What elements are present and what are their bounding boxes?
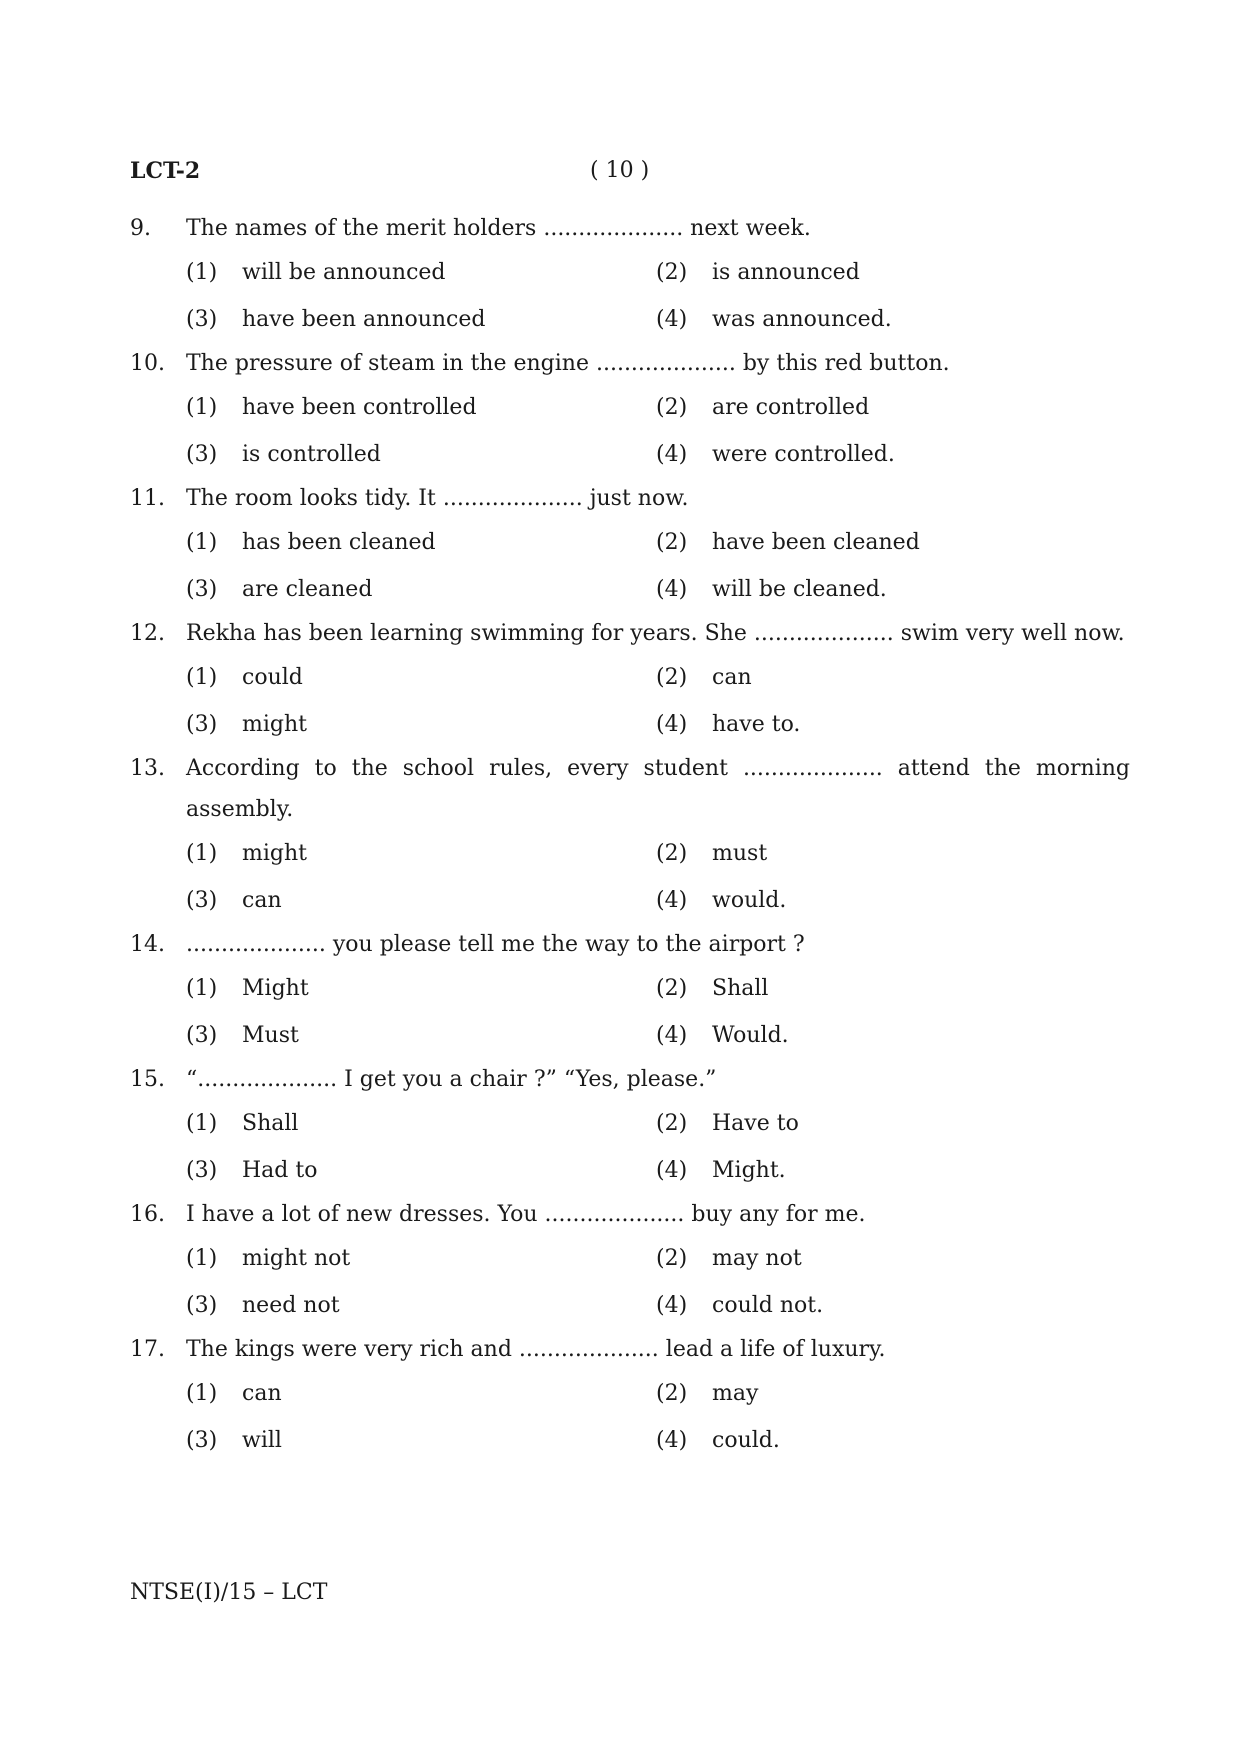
option-text: could. <box>712 1428 780 1453</box>
answer-option <box>656 1147 1126 1194</box>
option-number: (2) <box>656 665 688 690</box>
option-number: (1) <box>186 665 218 690</box>
option-grid <box>130 1235 1130 1329</box>
option-number: (3) <box>186 1158 218 1183</box>
option-text: can <box>242 888 282 913</box>
option-text: will be cleaned. <box>712 577 887 602</box>
option-number: (3) <box>186 577 218 602</box>
option-grid <box>130 384 1130 478</box>
answer-option <box>656 1370 1126 1417</box>
question-text: “.................... I get you a chair ?” “Yes, please.” <box>186 1067 717 1092</box>
answer-option <box>656 877 1126 924</box>
option-number: (4) <box>656 1023 688 1048</box>
option-number: (4) <box>656 1428 688 1453</box>
answer-option <box>656 1100 1126 1147</box>
answer-option <box>186 1147 656 1194</box>
option-number: (2) <box>656 976 688 1001</box>
answer-option <box>656 1282 1126 1329</box>
option-grid <box>130 1100 1130 1194</box>
option-text: may <box>712 1381 759 1406</box>
option-text: have been announced <box>242 307 486 332</box>
answer-option <box>656 384 1126 431</box>
answer-option <box>186 877 656 924</box>
option-number: (2) <box>656 1111 688 1136</box>
option-text: are controlled <box>712 395 870 420</box>
question-item <box>130 924 1130 1059</box>
option-text: could not. <box>712 1293 824 1318</box>
question-stem <box>130 478 1130 519</box>
question-stem <box>130 1329 1130 1370</box>
option-text: Might <box>242 976 309 1001</box>
answer-option <box>186 1235 656 1282</box>
answer-option <box>656 249 1126 296</box>
option-number: (3) <box>186 712 218 737</box>
option-text: can <box>712 665 752 690</box>
answer-option <box>186 1417 656 1464</box>
option-grid <box>130 654 1130 748</box>
option-number: (4) <box>656 1158 688 1183</box>
option-number: (2) <box>656 395 688 420</box>
option-number: (1) <box>186 976 218 1001</box>
question-number: 14. <box>130 932 165 957</box>
option-number: (3) <box>186 1293 218 1318</box>
answer-option <box>656 654 1126 701</box>
answer-option <box>186 249 656 296</box>
page-header <box>130 158 1130 188</box>
question-item <box>130 478 1130 613</box>
answer-option <box>656 965 1126 1012</box>
option-grid <box>130 519 1130 613</box>
page-footer: NTSE(I)/15 – LCT <box>130 1580 328 1605</box>
question-text: The names of the merit holders .................... next week. <box>186 216 811 241</box>
option-text: Would. <box>712 1023 789 1048</box>
answer-option <box>186 1282 656 1329</box>
answer-option <box>186 519 656 566</box>
question-number: 11. <box>130 486 165 511</box>
answer-option <box>656 566 1126 613</box>
option-number: (3) <box>186 442 218 467</box>
question-number: 12. <box>130 621 165 646</box>
question-text: The kings were very rich and .................... lead a life of luxury. <box>186 1337 886 1362</box>
option-text: Had to <box>242 1158 318 1183</box>
option-text: Have to <box>712 1111 799 1136</box>
option-text: will be announced <box>242 260 446 285</box>
question-stem <box>130 343 1130 384</box>
answer-option <box>656 296 1126 343</box>
question-item <box>130 1194 1130 1329</box>
question-stem <box>130 208 1130 249</box>
question-stem <box>130 748 1130 830</box>
option-number: (1) <box>186 260 218 285</box>
question-text: Rekha has been learning swimming for years. She .................... swim very well now. <box>186 621 1125 646</box>
question-stem <box>130 1059 1130 1100</box>
option-grid <box>130 830 1130 924</box>
option-number: (3) <box>186 888 218 913</box>
option-number: (4) <box>656 577 688 602</box>
answer-option <box>656 701 1126 748</box>
answer-option <box>656 830 1126 877</box>
option-text: can <box>242 1381 282 1406</box>
option-number: (4) <box>656 712 688 737</box>
answer-option <box>186 654 656 701</box>
option-text: might not <box>242 1246 351 1271</box>
option-text: is announced <box>712 260 860 285</box>
paper-code: LCT-2 <box>130 158 201 184</box>
option-number: (3) <box>186 1428 218 1453</box>
answer-option <box>186 296 656 343</box>
answer-option <box>656 431 1126 478</box>
answer-option <box>186 566 656 613</box>
option-number: (4) <box>656 307 688 332</box>
question-number: 16. <box>130 1202 165 1227</box>
option-number: (1) <box>186 530 218 555</box>
question-item <box>130 208 1130 343</box>
question-item <box>130 1329 1130 1464</box>
answer-option <box>656 519 1126 566</box>
question-list <box>130 208 1130 1464</box>
question-number: 9. <box>130 216 151 241</box>
question-text: I have a lot of new dresses. You .................... buy any for me. <box>186 1202 866 1227</box>
answer-option <box>656 1235 1126 1282</box>
option-number: (1) <box>186 1381 218 1406</box>
option-number: (3) <box>186 307 218 332</box>
question-text: The room looks tidy. It .................... just now. <box>186 486 689 511</box>
question-stem <box>130 924 1130 965</box>
page-number: ( 10 ) <box>590 158 650 183</box>
option-text: will <box>242 1428 282 1453</box>
question-text: According to the school rules, every student .................... attend the morning assembly. <box>186 756 1130 822</box>
option-text: would. <box>712 888 787 913</box>
question-item <box>130 748 1130 924</box>
option-number: (1) <box>186 841 218 866</box>
option-text: have been cleaned <box>712 530 920 555</box>
option-text: could <box>242 665 303 690</box>
option-text: was announced. <box>712 307 892 332</box>
answer-option <box>186 830 656 877</box>
option-number: (4) <box>656 888 688 913</box>
option-text: Might. <box>712 1158 786 1183</box>
question-item <box>130 343 1130 478</box>
answer-option <box>186 1100 656 1147</box>
option-number: (2) <box>656 841 688 866</box>
question-text: .................... you please tell me the way to the airport ? <box>186 932 805 957</box>
question-number: 10. <box>130 351 165 376</box>
question-number: 13. <box>130 756 165 781</box>
answer-option <box>186 1012 656 1059</box>
option-text: is controlled <box>242 442 381 467</box>
question-item <box>130 1059 1130 1194</box>
option-text: might <box>242 841 307 866</box>
option-text: are cleaned <box>242 577 373 602</box>
answer-option <box>656 1012 1126 1059</box>
option-text: have been controlled <box>242 395 477 420</box>
option-grid <box>130 249 1130 343</box>
question-number: 17. <box>130 1337 165 1362</box>
option-number: (4) <box>656 442 688 467</box>
option-text: may not <box>712 1246 802 1271</box>
option-text: might <box>242 712 307 737</box>
question-item <box>130 613 1130 748</box>
option-grid <box>130 965 1130 1059</box>
option-text: need not <box>242 1293 340 1318</box>
answer-option <box>186 701 656 748</box>
option-text: have to. <box>712 712 801 737</box>
option-text: Must <box>242 1023 299 1048</box>
option-number: (2) <box>656 1381 688 1406</box>
answer-option <box>186 431 656 478</box>
option-text: Shall <box>712 976 769 1001</box>
option-number: (2) <box>656 530 688 555</box>
option-number: (3) <box>186 1023 218 1048</box>
option-grid <box>130 1370 1130 1464</box>
option-number: (2) <box>656 260 688 285</box>
option-number: (1) <box>186 1246 218 1271</box>
answer-option <box>186 384 656 431</box>
answer-option <box>186 1370 656 1417</box>
option-text: were controlled. <box>712 442 895 467</box>
question-number: 15. <box>130 1067 165 1092</box>
option-number: (4) <box>656 1293 688 1318</box>
option-number: (2) <box>656 1246 688 1271</box>
answer-option <box>656 1417 1126 1464</box>
question-stem <box>130 613 1130 654</box>
option-number: (1) <box>186 1111 218 1136</box>
question-stem <box>130 1194 1130 1235</box>
option-text: Shall <box>242 1111 299 1136</box>
option-number: (1) <box>186 395 218 420</box>
option-text: has been cleaned <box>242 530 436 555</box>
answer-option <box>186 965 656 1012</box>
option-text: must <box>712 841 768 866</box>
question-text: The pressure of steam in the engine .................... by this red button. <box>186 351 950 376</box>
